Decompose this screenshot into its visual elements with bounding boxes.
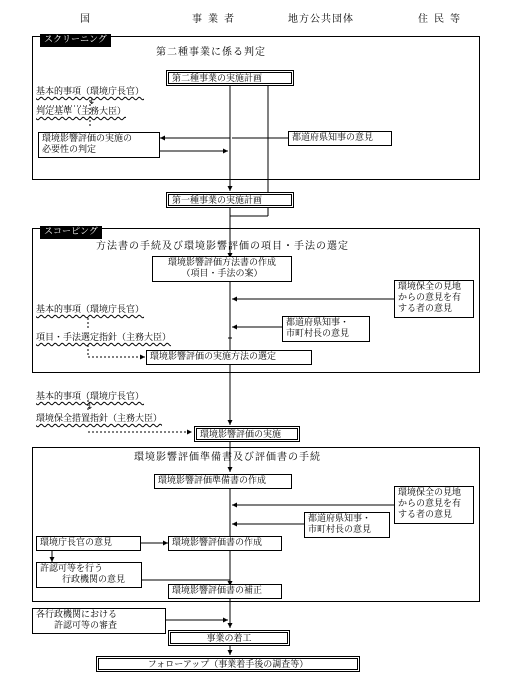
- scoping-basic: 基本的事項（環境庁長官）: [36, 305, 145, 315]
- final-box: 環境影響評価書の作成: [168, 536, 282, 551]
- column-operator: 事業者: [192, 14, 240, 25]
- eval-gov-mayor-line-1: 都道府県知事・: [308, 514, 372, 524]
- method-doc-box: [152, 256, 292, 282]
- review-box: [32, 608, 166, 634]
- selection-box: 環境影響評価の実施方法の選定: [146, 350, 312, 365]
- screening-title: 第二種事業に係る判定: [156, 47, 266, 58]
- permit-opinion-box: [36, 562, 142, 588]
- column-residents: 住民等: [418, 14, 466, 25]
- review-line-2: 許認可等の審査: [54, 621, 118, 631]
- column-country: 国: [80, 14, 96, 25]
- scoping-tag: スコーピング: [40, 226, 102, 239]
- eval-gov-mayor-box: [304, 512, 390, 538]
- review-line-1: 各行政機関における: [36, 610, 118, 620]
- screening-criteria: 判定基準（主務大臣）: [36, 107, 127, 117]
- eval-env-opinion-box: [394, 486, 474, 524]
- scoping-guideline: 項目・手法選定指針（主務大臣）: [36, 333, 172, 343]
- screening-basic: 基本的事項（環境庁長官）: [36, 87, 145, 97]
- eval-env-opinion-line-1: 環境保全の見地: [398, 488, 462, 498]
- eval-env-opinion-line-3: する者の意見: [398, 510, 453, 520]
- necessity-line-2: 必要性の判定: [42, 145, 97, 155]
- draft-box: 環境影響評価準備書の作成: [154, 474, 292, 489]
- screening-tag: スクリーニング: [40, 34, 111, 47]
- eval-gov-mayor-line-2: 市町村長の意見: [308, 525, 372, 535]
- eval-title: 環境影響評価準備書及び評価書の手続: [134, 452, 321, 463]
- followup-box: フォローアップ（事業着手後の調査等）: [96, 656, 360, 672]
- revise-box: 環境影響評価書の補正: [168, 584, 282, 599]
- arrow-down-glyph: ↓: [88, 97, 96, 107]
- gov-mayor-line-2: 市町村長の意見: [286, 329, 350, 339]
- screening-governor-box: 都道府県知事の意見: [288, 131, 392, 146]
- method-doc-line-2: （項目・手法の案）: [181, 269, 263, 279]
- first-plan-box: 第一種事業の実施計画: [166, 192, 294, 208]
- implement-box: 環境影響評価の実施: [194, 426, 300, 442]
- middle-guideline: 環境保全措置指針（主務大臣）: [36, 414, 163, 424]
- env-opinion-line-1: 環境保全の見地: [398, 282, 462, 292]
- director-opinion-box: 環境庁長官の意見: [36, 536, 141, 551]
- screening-necessity-box: [38, 132, 160, 158]
- method-doc-line-1: 環境影響評価方法書の作成: [167, 258, 276, 268]
- permit-line-1: 許認可等を行う: [40, 564, 104, 574]
- start-box: 事業の着工: [168, 630, 290, 646]
- scoping-env-opinion-box: [394, 280, 474, 318]
- scoping-title: 方法書の手続及び環境影響評価の項目・手法の選定: [96, 241, 349, 252]
- env-opinion-line-2: からの意見を有: [398, 293, 462, 303]
- necessity-line-1: 環境影響評価の実施の: [42, 134, 133, 144]
- scoping-gov-mayor-box: [282, 316, 370, 342]
- column-local-gov: 地方公共団体: [288, 14, 354, 25]
- gov-mayor-line-1: 都道府県知事・: [286, 318, 350, 328]
- arrow-down-glyph-2: ↓: [86, 402, 94, 412]
- permit-line-2: 行政機関の意見: [62, 575, 126, 585]
- env-opinion-line-3: する者の意見: [398, 304, 453, 314]
- middle-basic: 基本的事項（環境庁長官）: [36, 392, 145, 402]
- screening-plan-box: 第二種事業の実施計画: [166, 70, 294, 86]
- eval-env-opinion-line-2: からの意見を有: [398, 499, 462, 509]
